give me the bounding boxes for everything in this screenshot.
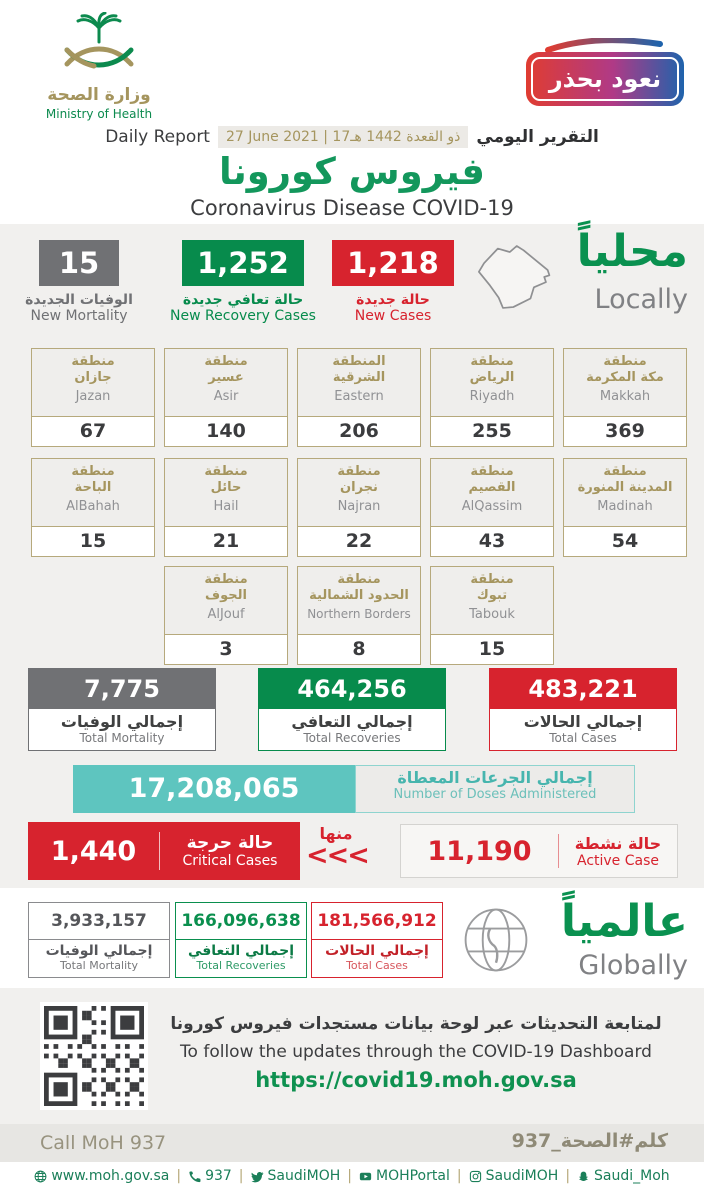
region-ar2: المدينة المنورة (577, 480, 673, 496)
report-line (0, 126, 704, 148)
youtube-link[interactable] (359, 1168, 450, 1184)
region-en: AlJouf (207, 606, 245, 622)
call-moh-label: Call MoH 937 (40, 1132, 167, 1154)
active-cases-value: 11,190 (427, 835, 532, 867)
global-recoveries-label-en: Total Recoveries (196, 959, 286, 972)
return-with-caution-badge (526, 38, 684, 106)
global-cases-label-en: Total Cases (346, 959, 408, 972)
instagram-icon (469, 1170, 482, 1183)
qr-code (40, 1002, 148, 1110)
globe-icon (34, 1170, 47, 1183)
total-cases-value: 483,221 (490, 669, 676, 709)
region-value: 21 (165, 527, 287, 556)
global-recoveries-label-ar: إجمالي التعافي (187, 943, 295, 959)
global-recoveries-value: 166,096,638 (181, 911, 301, 931)
new-recoveries-label-en: New Recovery Cases (170, 308, 316, 324)
region-value: 3 (165, 635, 287, 664)
of-which-label: منها (319, 824, 353, 843)
dashboard-note-arabic: لمتابعة التحديثات عبر لوحة بيانات مستجدات فيروس كورونا (170, 1014, 662, 1034)
moh-logo (44, 12, 154, 121)
new-mortality-stat (4, 240, 154, 324)
dashboard-url-link[interactable]: https://covid19.moh.gov.sa (255, 1068, 577, 1092)
new-mortality-label-ar: الوفيات الجديدة (25, 292, 133, 308)
region-en: Tabouk (469, 606, 515, 622)
critical-cases-value: 1,440 (50, 835, 137, 867)
ministry-name-arabic: وزارة الصحة (47, 85, 151, 105)
global-mortality-label-ar: إجمالي الوفيات (45, 943, 153, 959)
twitter-label: SaudiMOH (267, 1168, 341, 1184)
divider: | (565, 1168, 571, 1184)
phone-icon (188, 1170, 201, 1183)
call-hashtag-label: كلم#الصحة_937 (511, 1130, 668, 1152)
critical-cases-box (28, 822, 300, 880)
instagram-label: SaudiMOH (485, 1168, 559, 1184)
divider: | (347, 1168, 352, 1184)
region-value: 140 (165, 417, 287, 446)
region-card-tabouk (430, 566, 554, 665)
divider: | (176, 1168, 182, 1184)
region-ar1: منطقة (603, 354, 647, 369)
new-cases-label-en: New Cases (354, 308, 432, 324)
page-title-english: Coronavirus Disease COVID-19 (190, 196, 514, 220)
active-cases-label-en: Active Case (576, 852, 660, 869)
region-value: 43 (431, 527, 553, 556)
region-ar1: منطقة (470, 464, 514, 479)
new-mortality-value: 15 (39, 240, 119, 286)
total-cases-box (489, 668, 677, 751)
global-mortality-box (28, 902, 170, 978)
region-card-aljouf (164, 566, 288, 665)
daily-report-label-ar: التقرير اليومي (476, 127, 599, 147)
region-en: Najran (337, 498, 381, 514)
twitter-link[interactable] (251, 1168, 341, 1184)
new-recoveries-value: 1,252 (182, 240, 304, 286)
region-ar1: منطقة (204, 572, 248, 587)
total-cases-label-ar: إجمالي الحالات (523, 712, 643, 731)
snapchat-label: Saudi_Moh (594, 1168, 670, 1184)
region-en: Jazan (75, 388, 111, 404)
region-ar2: عسير (208, 370, 244, 386)
locally-heading-arabic: محلياً (576, 226, 688, 277)
divider: | (456, 1168, 462, 1184)
globally-heading-arabic: عالمياً (560, 896, 688, 947)
report-date: 27 June 2021 | 17ذو القعدة 1442 هـ (218, 126, 468, 148)
region-card-hail (164, 458, 288, 557)
region-ar1: المنطقة (332, 354, 386, 369)
region-en: AlQassim (461, 498, 523, 514)
region-ar2: الجوف (205, 588, 247, 604)
critical-cases-label-en: Critical Cases (182, 853, 278, 869)
region-value: 22 (298, 527, 420, 556)
globe-icon (458, 900, 534, 980)
total-mortality-value: 7,775 (29, 669, 215, 709)
region-ar2: نجران (340, 480, 378, 496)
region-ar2: الشرقية (332, 370, 386, 386)
region-ar2: تبوك (476, 588, 508, 604)
youtube-icon (359, 1170, 372, 1183)
website-link[interactable] (34, 1168, 169, 1184)
region-value: 54 (564, 527, 686, 556)
global-cases-label-ar: إجمالي الحالات (325, 943, 429, 959)
total-mortality-label-ar: إجمالي الوفيات (60, 712, 184, 731)
chevrons-icon: <<< (306, 840, 368, 871)
region-ar1: منطقة (337, 572, 381, 587)
global-cases-value: 181,566,912 (317, 911, 437, 931)
ministry-name-english: Ministry of Health (45, 106, 153, 121)
region-card-makkah (563, 348, 687, 447)
globally-heading-english: Globally (578, 950, 688, 981)
region-en: Riyadh (469, 388, 515, 404)
new-recoveries-label-ar: حالة تعافي جديدة (182, 292, 304, 308)
phone-label: 937 (205, 1168, 232, 1184)
region-card-asir (164, 348, 288, 447)
badge-text: نعود بحذر (531, 57, 679, 101)
badge-swoosh (544, 38, 664, 52)
youtube-label: MOHPortal (375, 1168, 450, 1184)
locally-heading-english: Locally (594, 284, 688, 315)
total-recoveries-label-en: Total Recoveries (303, 731, 401, 745)
region-value: 369 (564, 417, 686, 446)
twitter-icon (251, 1170, 264, 1183)
region-ar1: منطقة (603, 464, 647, 479)
region-ar2: الحدود الشمالية (309, 588, 409, 604)
region-ar1: منطقة (204, 464, 248, 479)
region-value: 67 (32, 417, 154, 446)
region-card-alqassim (430, 458, 554, 557)
region-card-eastern (297, 348, 421, 447)
divider (558, 834, 559, 868)
phone-link[interactable] (188, 1168, 232, 1184)
moh-logo-icon (49, 12, 149, 82)
region-ar2: جازان (74, 370, 112, 386)
region-en: Hail (213, 498, 239, 514)
total-recoveries-label-ar: إجمالي التعافي (291, 712, 413, 731)
total-cases-label-en: Total Cases (549, 731, 617, 745)
region-value: 8 (298, 635, 420, 664)
region-card-albahah (31, 458, 155, 557)
region-ar1: منطقة (337, 464, 381, 479)
region-card-madinah (563, 458, 687, 557)
region-ar1: منطقة (470, 354, 514, 369)
doses-administered-label (355, 765, 635, 813)
snapchat-icon (577, 1170, 590, 1183)
region-en: Makkah (599, 388, 651, 404)
total-mortality-label-en: Total Mortality (79, 731, 165, 745)
region-card-riyadh (430, 348, 554, 447)
new-cases-label-ar: حالة جديدة (356, 292, 430, 308)
region-en: Asir (213, 388, 239, 404)
region-ar2: الرياض (469, 370, 515, 386)
region-ar2: حائل (210, 480, 242, 496)
global-cases-box (311, 902, 443, 978)
total-recoveries-box (258, 668, 446, 751)
region-value: 255 (431, 417, 553, 446)
saudi-map-icon (472, 235, 558, 331)
global-mortality-value: 3,933,157 (51, 911, 147, 931)
doses-label-ar: إجمالي الجرعات المعطاة (397, 768, 593, 787)
divider: | (238, 1168, 244, 1184)
total-recoveries-value: 464,256 (259, 669, 445, 709)
of-which-indicator (306, 824, 366, 869)
region-en: Eastern (334, 388, 384, 404)
new-mortality-label-en: New Mortality (30, 308, 128, 324)
region-en: AlBahah (66, 498, 120, 514)
active-cases-box (400, 824, 678, 878)
region-ar2: مكة المكرمة (586, 370, 664, 386)
contact-links-row (0, 1168, 704, 1184)
region-en: Madinah (597, 498, 653, 514)
new-recoveries-stat (168, 240, 318, 324)
region-ar2: القصيم (468, 480, 516, 496)
doses-label-en: Number of Doses Administered (393, 787, 597, 802)
total-mortality-box (28, 668, 216, 751)
critical-cases-label-ar: حالة حرجة (186, 833, 274, 853)
global-mortality-label-en: Total Mortality (60, 959, 138, 972)
region-value: 206 (298, 417, 420, 446)
global-recoveries-box (175, 902, 307, 978)
daily-report-label-en: Daily Report (105, 127, 210, 147)
region-ar1: منطقة (470, 572, 514, 587)
region-ar1: منطقة (204, 354, 248, 369)
active-cases-label-ar: حالة نشطة (574, 833, 662, 853)
page-title-arabic: فيروس كورونا (218, 150, 486, 193)
region-card-jazan (31, 348, 155, 447)
instagram-link[interactable] (469, 1168, 559, 1184)
doses-administered-value: 17,208,065 (73, 765, 355, 813)
new-cases-stat (318, 240, 468, 324)
region-value: 15 (32, 527, 154, 556)
region-ar2: الباحة (74, 480, 112, 496)
region-ar1: منطقة (71, 354, 115, 369)
dashboard-note-english: To follow the updates through the COVID-19 Dashboard (180, 1042, 652, 1062)
website-label: www.moh.gov.sa (51, 1168, 170, 1184)
region-ar1: منطقة (71, 464, 115, 479)
new-cases-value: 1,218 (332, 240, 454, 286)
region-value: 15 (431, 635, 553, 664)
snapchat-link[interactable] (577, 1168, 670, 1184)
region-en: Northern Borders (307, 606, 411, 621)
region-card-northern-borders (297, 566, 421, 665)
region-card-najran (297, 458, 421, 557)
